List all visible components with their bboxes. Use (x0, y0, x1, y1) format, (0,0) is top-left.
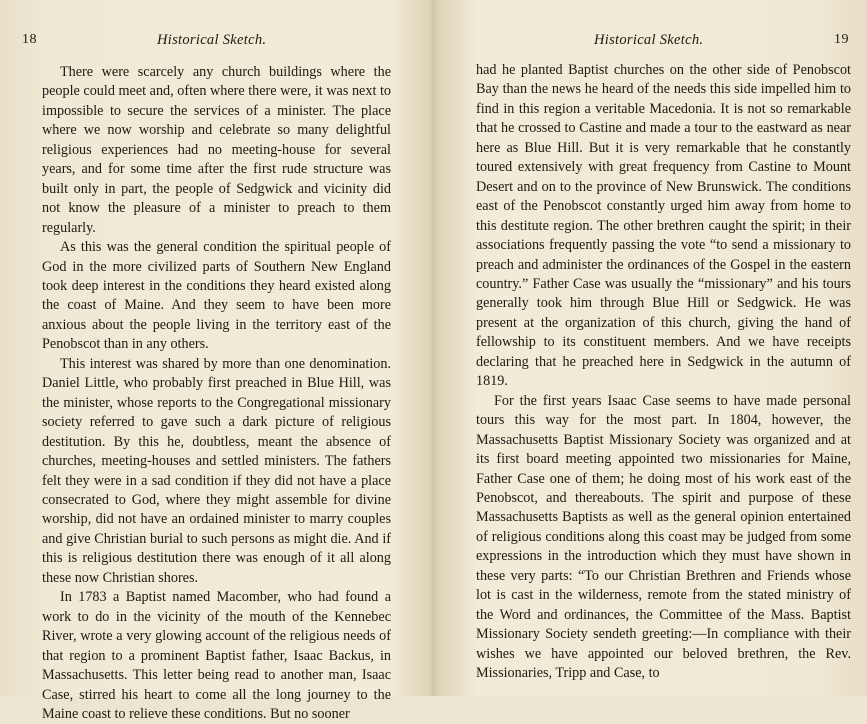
left-page (0, 0, 433, 722)
right-running-title: Historical Sketch. (594, 32, 704, 48)
left-page-header (22, 32, 407, 52)
right-page-header (474, 32, 849, 52)
paragraph-continued: had he planted Baptist churches on the other side of Penobscot Bay than the news he heard of the needs this side impelled him to find in this region a veritable Macedonia. It is not so remarkable that he crossed to Castine and made a tour to the eastward as near here as Blue Hill. But it is very remarkable that he constantly toured extensively with great frequency from Castine to Mount Desert and on to the province of New Brunswick. The conditions east of the Penobscot constantly urged him away from home to this destitute region. The other brethren caught the spirit; in their associations frequently passing the vote “to send a missionary to preach and administer the ordinances of the Gospel in the eastern country.” Father Case was usually the “missionary” and his tours generally took him through Blue Hill or Sedgwick. He was present at the organization of this church, giving the hand of fellowship to its constituent members. And we have receipts declaring that he preached here in Sedgwick in the autumn of 1819. (476, 62, 851, 390)
paragraph: There were scarcely any church buildings where the people could meet and, often where there were, it was next to impossible to secure the services of a minister. The place where we now worship and celebrate so many delightful religious experiences had no meeting-house for several years, and for some time after the first rude structure was built only in part, the people of Sedgwick and vicinity did not know the pleasure of a minister to preach to them regularly. (42, 64, 391, 236)
right-page-number: 19 (834, 32, 849, 47)
right-page (434, 0, 867, 696)
paragraph: For the first years Isaac Case seems to have made personal tours this way for the most part. In 1804, however, the Massachusetts Baptist Missionary Society was organized and at its first board meeting appointed two missionaries for Maine, Father Case one of them; he doing most of his work east of the Penobscot, and thereabouts. The spirit and purpose of these Massachusetts Baptists as well as the general opinion entertained of religious conditions along this coast may be judged from some expressions in the introduction which they must have shown in these very parts: “To our Christian Brethren and Friends whose lot is cast in the wilderness, remote from the stated ministry of the Word and ordinances, the Committee of the Mass. Baptist Missionary Society sendeth greeting:—In compliance with their wishes we have appointed our beloved brethren, the Rev. Missionaries, Tripp and Case, to (476, 392, 851, 682)
left-page-body (42, 63, 391, 724)
left-running-title: Historical Sketch. (157, 32, 267, 48)
right-page-body (476, 61, 851, 684)
paragraph: In 1783 a Baptist named Macomber, who had found a work to do in the vicinity of the mouth of the Kennebec River, wrote a very glowing account of the religious needs of that region to a prominent Baptist father, Isaac Backus, in Massachusetts. This letter being read to another man, Isaac Case, stirred his heart to come all the long journey to the Maine coast to relieve these conditions. But no sooner (42, 589, 391, 722)
left-page-number: 18 (22, 32, 37, 47)
paragraph: As this was the general condition the spiritual people of God in the more civilized parts of Southern New England took deep interest in the conditions they heard existed along the coast of Maine. And they seem to have been more anxious about the people living in the territory east of the Penobscot than in any others. (42, 239, 391, 353)
paragraph: This interest was shared by more than one denomination. Daniel Little, who probably first preached in Blue Hill, was the minister, whose reports to the Congregational missionary society referred to gave such a dark picture of religious destitution. By this he, doubtless, meant the absence of churches, meeting-houses and settled ministers. The fathers felt they were in a sad condition if they did not have a place consecrated to God, where they might assemble for divine worship, did not have an ordained minister to marry couples and give Christian burial to such persons as might die. And if this is religious destitution there was enough of it all along these now Christian shores. (42, 355, 391, 586)
